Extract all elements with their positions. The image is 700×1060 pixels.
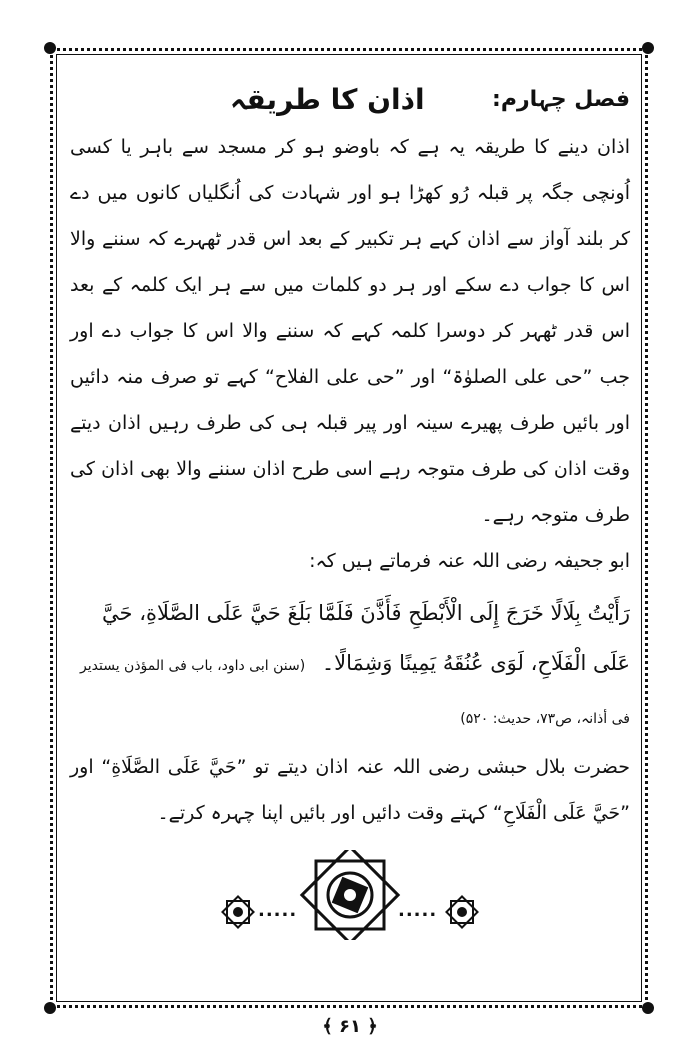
corner-dot-bottom-left: [44, 1002, 56, 1014]
paragraph-bilal: حضرت بلال حبشی رضی اللہ عنہ اذان دیتے تو ”حَيَّ عَلَى الصَّلَاةِ“ اور ”حَيَّ عَلَى الْفَلَاحِ“ کہتے وقت دائیں اور بائیں اپنا چہرہ کرتے۔: [70, 756, 630, 824]
small-star-ornament-right-icon: [446, 896, 477, 927]
hadith-arabic: [70, 588, 630, 744]
ornament-dots-left: .....: [258, 900, 298, 921]
ornament-row: [0, 850, 700, 940]
small-star-ornament-left-icon: [222, 896, 253, 927]
narrator-line: ابو جحیفہ رضی اللہ عنہ فرماتے ہیں کہ:: [309, 550, 630, 572]
corner-dot-top-left: [44, 42, 56, 54]
corner-dot-top-right: [642, 42, 654, 54]
ornament-dots-right: .....: [398, 900, 438, 921]
ornament-graphic: [0, 850, 700, 940]
corner-dot-bottom-right: [642, 1002, 654, 1014]
large-star-ornament-icon: [302, 850, 398, 940]
paragraph-method: اذان دینے کا طریقہ یہ ہے کہ باوضو ہو کر مسجد سے باہر یا کسی اُونچی جگہ پر قبلہ رُو کھڑا ہو اور شہادت کی اُنگلیاں کانوں میں دے کر بلند آواز سے اذان کہے ہر تکبیر کے بعد اس قدر ٹھہرے کہ سننے والا اس کا جواب دے سکے اور ہر دو کلمات میں سے ہر ایک کلمہ کے بعد اس قدر ٹھہر کر دوسرا کلمہ کہے کہ سننے والا اس کا جواب دے اور جب ”حی علی الصلوٰۃ“ اور ”حی علی الفلاح“ کہے تو صرف منہ دائیں اور بائیں طرف پھیرے سینہ اور پیر قبلہ ہی کی طرف رہیں اذان دیتے وقت اذان کی طرف متوجہ رہے اسی طرح اذان سننے والا بھی اذان کی طرف متوجہ رہے۔: [70, 136, 630, 526]
page-content: [70, 74, 630, 836]
hadith-citation: (سنن ابی داود، باب فی المؤذن یستدیر فی أذانہ، ص۷۳، حدیث: ۵۲۰): [80, 658, 630, 727]
chapter-label: فصل چہارم:: [492, 86, 630, 112]
page-title: اذان کا طریقہ: [230, 82, 425, 116]
heading-row: [70, 74, 630, 124]
page-number: ﴾ ۶۱ ﴿: [322, 1016, 378, 1037]
hadith-text: رَأَيْتُ بِلَالًا خَرَجَ إِلَى الْأَبْطَحِ فَأَذَّنَ فَلَمَّا بَلَغَ حَيَّ عَلَى الصَّلَاةِ، حَيَّ عَلَى الْفَلَاحِ، لَوَى عُنُقَهُ يَمِينًا وَشِمَالًا۔: [102, 601, 630, 675]
